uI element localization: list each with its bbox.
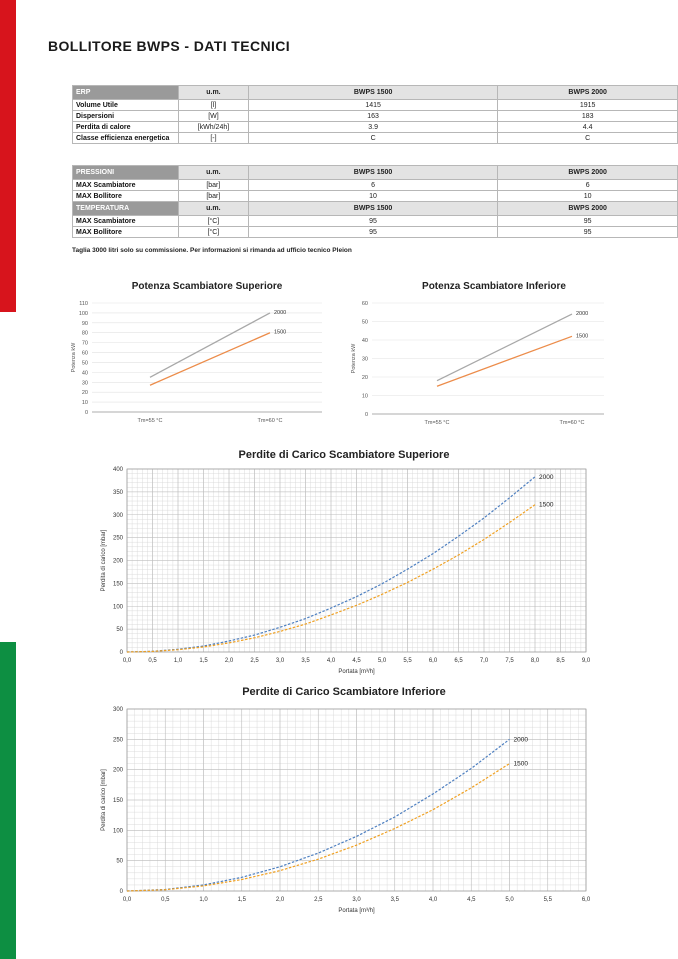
x-tick-label: 4,0 [428,897,438,903]
x-tick-label: 1,5 [199,658,208,664]
y-tick-label: 50 [116,858,123,865]
y-tick-label: 200 [112,767,123,774]
row-value-1500: 10 [248,191,498,202]
y-tick-label: 60 [81,350,88,357]
x-tick-label: 6,5 [454,658,463,664]
row-value-2000: 95 [498,227,678,238]
x-category-label: Tm=60 °C [559,420,585,426]
series-label-1500: 1500 [513,760,528,768]
x-tick-label: 0,0 [122,658,132,664]
x-category-label: Tm=60 °C [257,418,283,424]
y-tick-label: 150 [112,581,123,588]
row-value-2000: 183 [498,111,678,122]
row-label: Volume Utile [73,100,179,111]
x-tick-label: 2,0 [224,658,234,664]
pressure-header-cell: PRESSIONI [73,166,179,180]
row-label: Dispersioni [73,111,179,122]
x-tick-label: 0,0 [122,897,132,903]
y-tick-label: 100 [112,828,123,835]
row-label: MAX Scambiatore [73,180,179,191]
x-category-label: Tm=55 °C [137,418,163,424]
x-category-label: Tm=55 °C [424,420,450,426]
y-tick-label: 100 [112,604,123,611]
y-tick-label: 110 [79,301,88,307]
pressure-header-cell: BWPS 2000 [498,166,678,180]
chart-title: Potenza Scambiatore Superiore [131,281,283,292]
series-line-1500 [150,333,270,386]
y-tick-label: 50 [116,627,123,634]
row-label: MAX Bollitore [73,191,179,202]
temperature-header-cell: TEMPERATURA [73,202,179,216]
x-tick-label: 3,5 [301,658,310,664]
row-value-2000: 95 [498,216,678,227]
x-tick-label: 4,0 [326,658,336,664]
row-unit: [-] [178,133,248,144]
row-unit: [W] [178,111,248,122]
x-tick-label: 7,0 [479,658,489,664]
series-label-2000: 2000 [576,311,589,318]
footnote: Taglia 3000 litri solo su commissione. Per informazioni si rimanda ad ufficio tecnico Pleion [72,247,352,254]
y-axis-label: Perdita di carico [mbar] [101,769,107,831]
x-tick-label: 2,0 [275,897,285,903]
x-tick-label: 4,5 [467,897,476,903]
y-tick-label: 70 [81,340,88,347]
y-tick-label: 0 [119,650,123,656]
x-tick-label: 3,0 [275,658,285,664]
x-tick-label: 4,5 [352,658,361,664]
y-tick-label: 0 [364,412,368,418]
x-tick-label: 5,0 [377,658,387,664]
chart-title: Potenza Scambiatore Inferiore [422,281,566,292]
series-line-2000 [437,314,572,381]
y-tick-label: 10 [81,400,88,407]
y-axis-label: Potenza kW [351,343,357,374]
x-tick-label: 5,5 [543,897,552,903]
x-tick-label: 2,5 [250,658,259,664]
y-tick-label: 80 [81,330,88,337]
y-tick-label: 60 [361,301,368,307]
row-value-1500: 95 [248,216,498,227]
row-value-1500: 95 [248,227,498,238]
y-tick-label: 50 [361,319,368,326]
x-tick-label: 7,5 [505,658,514,664]
temperature-header-cell: BWPS 2000 [498,202,678,216]
row-value-2000: C [498,133,678,144]
erp-header-cell: BWPS 2000 [498,86,678,100]
row-value-2000: 10 [498,191,678,202]
y-tick-label: 350 [112,489,123,496]
y-tick-label: 40 [361,338,368,344]
x-tick-label: 0,5 [161,897,170,903]
series-label-1500: 1500 [576,333,589,340]
x-tick-label: 8,5 [556,658,565,664]
y-tick-label: 100 [78,310,88,317]
x-tick-label: 9,0 [581,658,591,664]
y-tick-label: 150 [112,798,123,804]
row-unit: [°C] [178,227,248,238]
row-unit: [°C] [178,216,248,227]
chart-title: Perdite di Carico Scambiatore Superiore [238,449,450,461]
row-unit: [l] [178,100,248,111]
y-tick-label: 30 [81,380,88,387]
y-tick-label: 300 [112,707,123,713]
y-tick-label: 90 [81,320,88,327]
x-tick-label: 1,0 [173,658,183,664]
y-tick-label: 400 [112,467,123,473]
chart-title: Perdite di Carico Scambiatore Inferiore [242,686,446,698]
y-tick-label: 200 [112,558,123,565]
row-label: Classe efficienza energetica [73,133,179,144]
temperature-header-cell: u.m. [178,202,248,216]
x-tick-label: 8,0 [530,658,540,664]
row-unit: [bar] [178,180,248,191]
y-tick-label: 250 [112,737,123,744]
y-tick-label: 30 [361,356,368,363]
row-value-2000: 1915 [498,100,678,111]
x-tick-label: 5,5 [403,658,412,664]
x-axis-label: Portata [m³/h] [338,908,375,914]
x-tick-label: 3,0 [352,897,361,903]
y-tick-label: 0 [119,889,123,895]
x-tick-label: 0,5 [148,658,157,664]
x-tick-label: 6,0 [428,658,438,664]
series-label-2000: 2000 [274,309,287,316]
x-tick-label: 6,0 [581,897,591,903]
y-tick-label: 50 [81,360,88,367]
y-tick-label: 250 [112,535,123,542]
y-tick-label: 300 [112,512,123,519]
pressure-header-cell: BWPS 1500 [248,166,498,180]
series-label-1500: 1500 [539,501,554,509]
row-value-1500: 163 [248,111,497,122]
erp-header-cell: u.m. [178,86,248,100]
pressure-header-cell: u.m. [178,166,248,180]
x-tick-label: 1,0 [199,897,208,903]
x-tick-label: 5,0 [505,897,514,903]
y-tick-label: 20 [81,390,88,397]
series-line-1500 [437,336,572,386]
series-label-2000: 2000 [513,736,528,744]
x-tick-label: 3,5 [390,897,399,903]
x-tick-label: 2,5 [314,897,323,903]
row-value-2000: 4.4 [498,122,678,133]
series-label-2000: 2000 [539,473,554,481]
series-label-1500: 1500 [274,329,287,336]
y-axis-label: Perdita di carico [mbar] [101,529,107,592]
row-label: MAX Bollitore [73,227,179,238]
erp-header-cell: BWPS 1500 [248,86,497,100]
temperature-header-cell: BWPS 1500 [248,202,498,216]
row-value-1500: C [248,133,497,144]
y-axis-label: Potenza kW [71,342,77,373]
x-axis-label: Portata [m³/h] [338,669,375,675]
row-value-1500: 3.9 [248,122,497,133]
y-tick-label: 0 [84,410,88,416]
row-unit: [kWh/24h] [178,122,248,133]
row-value-1500: 1415 [248,100,497,111]
row-label: MAX Scambiatore [73,216,179,227]
x-tick-label: 1,5 [237,897,246,903]
y-tick-label: 10 [361,393,368,400]
row-unit: [bar] [178,191,248,202]
erp-header-cell: ERP [73,86,179,100]
page-title: BOLLITORE BWPS - DATI TECNICI [48,38,291,54]
row-label: Perdita di calore [73,122,179,133]
row-value-1500: 6 [248,180,498,191]
y-tick-label: 20 [361,375,368,381]
row-value-2000: 6 [498,180,678,191]
y-tick-label: 40 [81,370,88,377]
